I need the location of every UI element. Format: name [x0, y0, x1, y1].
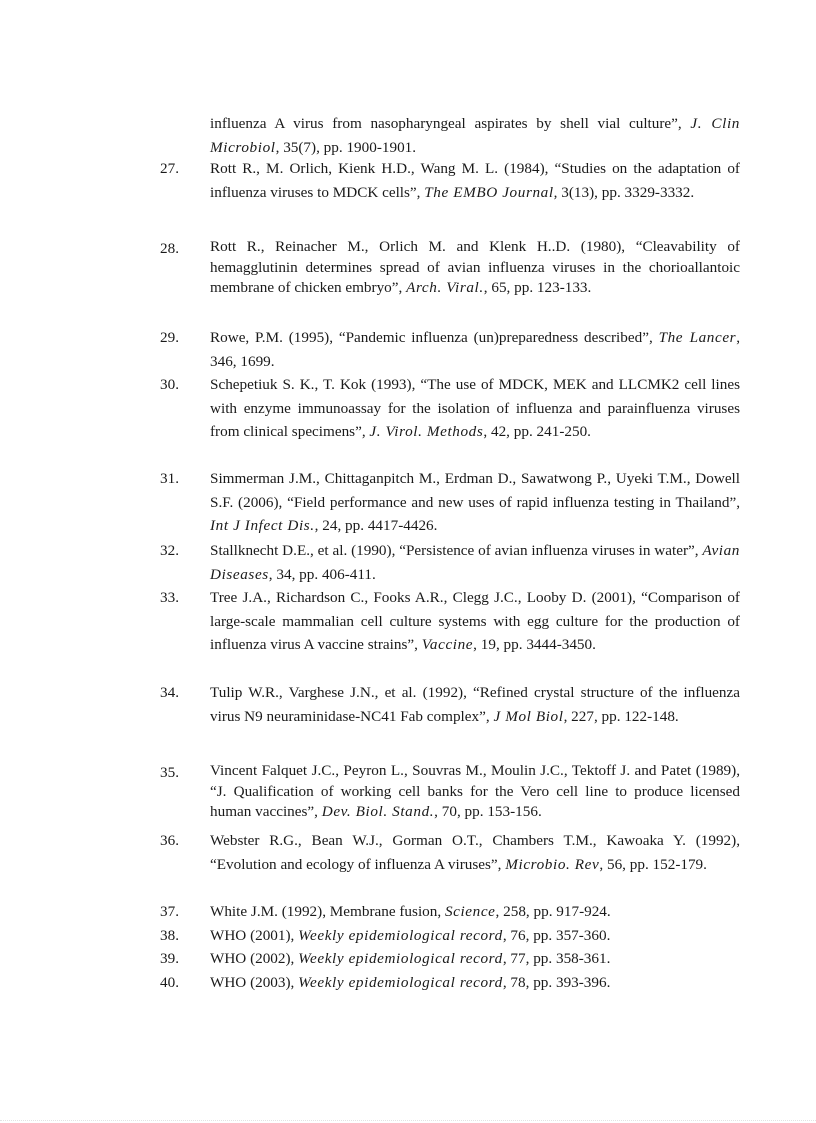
reference-number: 28.	[160, 240, 179, 257]
reference-details: , 78, pp. 393-396.	[502, 974, 611, 991]
reference-text: Rott R., Reinacher M., Orlich M. and Klenk H..D. (1980), “Cleavability of hemagglutinin determines spread of avian influenza viruses in the chorioallantoic membrane of chicken embryo”,	[210, 238, 740, 296]
journal-title: Science	[444, 903, 496, 920]
journal-title: Weekly epidemiological record	[298, 974, 503, 991]
journal-title: Weekly epidemiological record	[298, 950, 503, 967]
reference-details: , 35(7), pp. 1900-1901.	[275, 138, 417, 156]
reference-details: , 3(13), pp. 3329-3332.	[553, 183, 695, 201]
reference-details: , 42, pp. 241-250.	[483, 423, 591, 440]
reference-number: 38.	[160, 927, 179, 944]
reference-details: , 346, 1699.	[210, 329, 740, 370]
reference-number: 35.	[160, 764, 179, 781]
reference-28	[160, 237, 740, 299]
reference-number: 27.	[160, 160, 179, 177]
reference-details: , 65, pp. 123-133.	[483, 279, 592, 296]
reference-35	[160, 761, 740, 823]
reference-details: , 56, pp. 152-179.	[599, 855, 707, 873]
journal-title: J Mol Biol	[493, 707, 564, 725]
reference-details: , 24, pp. 4417-4426.	[314, 517, 438, 534]
reference-details: , 77, pp. 358-361.	[502, 950, 611, 967]
reference-34	[160, 681, 740, 728]
reference-33	[160, 586, 740, 657]
reference-39	[160, 947, 740, 971]
reference-details: , 19, pp. 3444-3450.	[473, 636, 596, 653]
reference-number: 33.	[160, 589, 179, 606]
reference-27	[160, 157, 740, 204]
reference-text: WHO (2001),	[210, 927, 299, 944]
journal-title: Weekly epidemiological record	[298, 927, 503, 944]
reference-38	[160, 924, 740, 948]
reference-text: Vincent Falquet J.C., Peyron L., Souvras M., Moulin J.C., Tektoff J. and Patet (1989), “J. Qualification of working cell banks for the Vero cell line to produce licensed human vaccines”,	[210, 762, 740, 820]
reference-number: 34.	[160, 684, 179, 701]
reference-text: Simmerman J.M., Chittaganpitch M., Erdman D., Sawatwong P., Uyeki T.M., Dowell S.F. (2006), “Field performance and new uses of rapid influenza testing in Thailand”,	[210, 470, 740, 511]
reference-text: Tulip W.R., Varghese J.N., et al. (1992), “Refined crystal structure of the influenza virus N9 neuraminidase-NC41 Fab complex”,	[210, 684, 740, 725]
reference-details: , 70, pp. 153-156.	[434, 803, 542, 820]
page-bottom-divider	[0, 1120, 816, 1121]
journal-title: J. Virol. Methods	[369, 423, 484, 440]
reference-text: Rott R., M. Orlich, Kienk H.D., Wang M. L. (1984), “Studies on the adaptation of influenza viruses to MDCK cells”,	[210, 160, 740, 201]
reference-text: Tree J.A., Richardson C., Fooks A.R., Clegg J.C., Looby D. (2001), “Comparison of large-scale mammalian cell culture systems with egg culture for the production of influenza virus A vaccine strains”,	[210, 589, 740, 653]
reference-details: , 34, pp. 406-411.	[268, 565, 376, 583]
reference-36	[160, 829, 740, 876]
reference-30	[160, 373, 740, 444]
journal-title: Avian Diseases	[210, 542, 740, 583]
reference-number: 30.	[160, 376, 179, 393]
journal-title: Dev. Biol. Stand.	[321, 803, 435, 820]
reference-number: 39.	[160, 950, 179, 967]
reference-32	[160, 539, 740, 586]
reference-details: , 76, pp. 357-360.	[502, 927, 611, 944]
reference-text: White J.M. (1992), Membrane fusion,	[210, 903, 445, 920]
reference-text: Stallknecht D.E., et al. (1990), “Persistence of avian influenza viruses in water”,	[210, 542, 703, 559]
reference-details: , 258, pp. 917-924.	[495, 903, 611, 920]
reference-number: 32.	[160, 542, 179, 559]
reference-26-continuation	[210, 112, 740, 159]
reference-number: 36.	[160, 832, 179, 849]
reference-number: 29.	[160, 329, 179, 346]
reference-number: 40.	[160, 974, 179, 991]
reference-number: 31.	[160, 470, 179, 487]
reference-details: , 227, pp. 122-148.	[563, 707, 679, 725]
journal-title: J. Clin Microbiol	[210, 115, 740, 156]
journal-title: Int J Infect Dis.	[210, 517, 315, 534]
reference-text: WHO (2003),	[210, 974, 299, 991]
journal-title: The EMBO Journal	[424, 183, 554, 201]
reference-number: 37.	[160, 903, 179, 920]
reference-text: WHO (2002),	[210, 950, 299, 967]
journal-title: Microbio. Rev	[505, 855, 600, 873]
journal-title: The Lancer	[658, 329, 737, 346]
journal-title: Vaccine	[421, 636, 474, 653]
reference-29	[160, 326, 740, 373]
reference-37	[160, 900, 740, 924]
reference-text: Webster R.G., Bean W.J., Gorman O.T., Chambers T.M., Kawoaka Y. (1992), “Evolution and ecology of influenza A viruses”,	[210, 832, 740, 873]
reference-text: influenza A virus from nasopharyngeal aspirates by shell vial culture”,	[210, 115, 691, 132]
reference-text: Schepetiuk S. K., T. Kok (1993), “The use of MDCK, MEK and LLCMK2 cell lines with enzyme immunoassay for the isolation of influenza and parainfluenza viruses from clinical specimens”,	[210, 376, 740, 440]
journal-title: Arch. Viral.	[406, 279, 484, 296]
reference-40	[160, 971, 740, 995]
reference-31	[160, 467, 740, 538]
reference-text: Rowe, P.M. (1995), “Pandemic influenza (un)preparedness described”,	[210, 329, 659, 346]
